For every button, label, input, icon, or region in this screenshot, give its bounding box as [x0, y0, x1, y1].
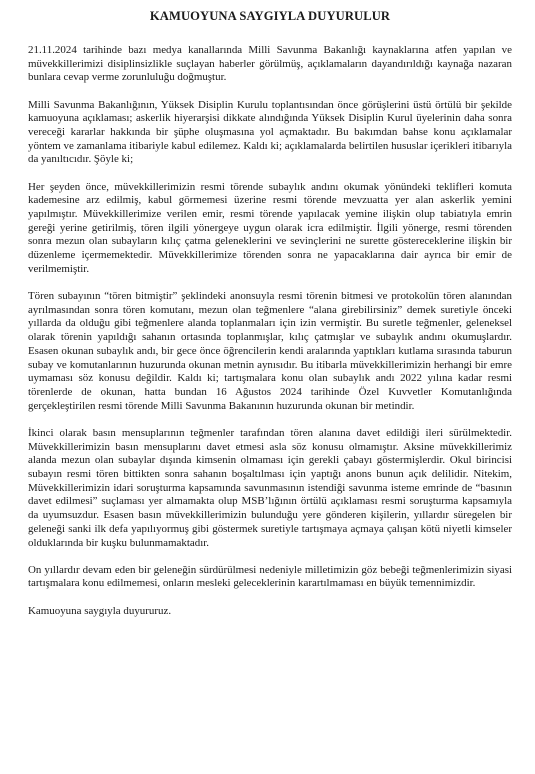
paragraph-ceremony-end: Tören subayının “tören bitmiştir” şeklindeki anonsuyla resmi törenin bitmesi ve protokolün tören alanından ayrılmasından sonra tören komutanı, mezun olan teğmenlere “alana girebilirsiniz” demek suretiyle önceki yıllarda da olduğu gibi teğmenlere alanda toplanmaları için izin vermiştir. Bu suretle teğmenler, geleneksel olarak törenin yapıldığı sahanın ortasında toplanmışlar, kılıç çatmışlar ve subaylık andını okumuşlardır. Esasen okunan subaylık andı, bir gece önce öğrencilerin kendi aralarında yaptıkları kutlama sırasında taburun subay ve komutanlarının huzurunda okunan metnin aynısıdır. Bu itibarla müvekkillerimizin herhangi bir emre uymaması söz konusu değildir. Kaldı ki; tartışmalara konu olan subaylık andı 2022 yılına kadar resmi törenlerde de okunan, hatta bundan 16 Ağustos 2024 tarihinde Özel Kuvvetler Komutanlığında gerçekleştirilen resmi törende Milli Savunma Bakanının huzurunda okunan bir metindir.: [28, 290, 512, 412]
paragraph-wish: On yıllardır devam eden bir geleneğin sürdürülmesi nedeniyle milletimizin göz bebeği teğmenlerimizin siyasi tartışmalara konu edilmemesi, onların mesleki geleceklerinin karartılmaması en büyük temennimizdir.: [28, 563, 512, 590]
closing-line: Kamuoyuna saygıyla duyururuz.: [28, 604, 172, 617]
paragraph-press-invitation: İkinci olarak basın mensuplarının teğmenler tarafından tören alanına davet edildiği ileri sürülmektedir. Müvekkillerimizin basın mensuplarını davet etmesi asla söz konusu olmamıştır. Aksine müvekkillerimiz alanda mezun olan subaylar dışında kimsenin olmaması için gerekli çabayı göstermişlerdir. Okul birincisi subayın resmi tören bittikten sonra sahanın boşaltılması için yaptığı anons bunun açık delilidir. Nitekim, Müvekkillerimizin idari soruşturma kapsamında savunmasının istendiği savunma isteme emrinde de “basının davet edilmesi” suçlaması yer almamakta olup MSB’lığının örtülü açıklaması resmi soruşturma kapsamıyla da uyumsuzdur. Esasen basın müvekkillerimizin bulunduğu yere gönderen kişilerin, yıllardır süregelen bir geleneği sanki ilk defa yapılıyormuş gibi göstermek suretiyle tartışmaya açmaya çalışan kötü niyetli kimseler olduklarında bir kuşku bulunmamaktadır.: [28, 426, 512, 549]
paragraph-oath-orders: Her şeyden önce, müvekkillerimizin resmi törende subaylık andını okumak yönündeki teklifleri komuta kademesine arz edilmiş, kabul görmemesi üzerine resmi törende mevzuatta yer alan askerlik yemini yapılmıştır. Müvekkillerimize verilen emir, resmi törende yapılacak yemine ilişkin olup tabiatıyla emrin gereği yerine getirilmiş, tören ilgili yönergeye uygun olarak icra edilmiştir. İlgili yönerge, resmi törenden sonra mezun olan subayların kılıç çatma geleneklerini ve sevinçlerini ne surette göstereceklerine ilişkin bir düzenleme içermemektedir. Müvekkillerimize törenden sonra ne yapacaklarına dair ayrıca bir emir de verilmemiştir.: [28, 180, 512, 275]
paragraph-intro: 21.11.2024 tarihinde bazı medya kanallarında Milli Savunma Bakanlığı kaynaklarına atfen yapılan ve müvekkillerimizi disiplinsizlikle suçlayan haberler görülmüş, açıklamaların dayandırıldığı kaynağa nazaran bunlara cevap verme zorunluluğu doğmuştur.: [28, 44, 512, 84]
paragraph-ministry-statement: Milli Savunma Bakanlığının, Yüksek Disiplin Kurulu toplantısından önce görüşlerini üstü örtülü bir şekilde kamuoyuna açıklaması; askerlik hiyerarşisi dikkate alındığında Yüksek Disiplin Kurul üyelerinin daha sonra vereceği kararlar hakkında bir şüphe oluşmasına yol açmaktadır. Bu bakımdan bahse konu açıklamalar yöntem ve zamanlama itibariyle kabul edilemez. Kaldı ki; açıklamalarda belirtilen hususlar içerikleri itibarıyla da yanıltıcıdır. Şöyle ki;: [28, 98, 512, 166]
document-page: [28, 8, 512, 618]
document-title: KAMUOYUNA SAYGIYLA DUYURULUR: [149, 9, 391, 23]
